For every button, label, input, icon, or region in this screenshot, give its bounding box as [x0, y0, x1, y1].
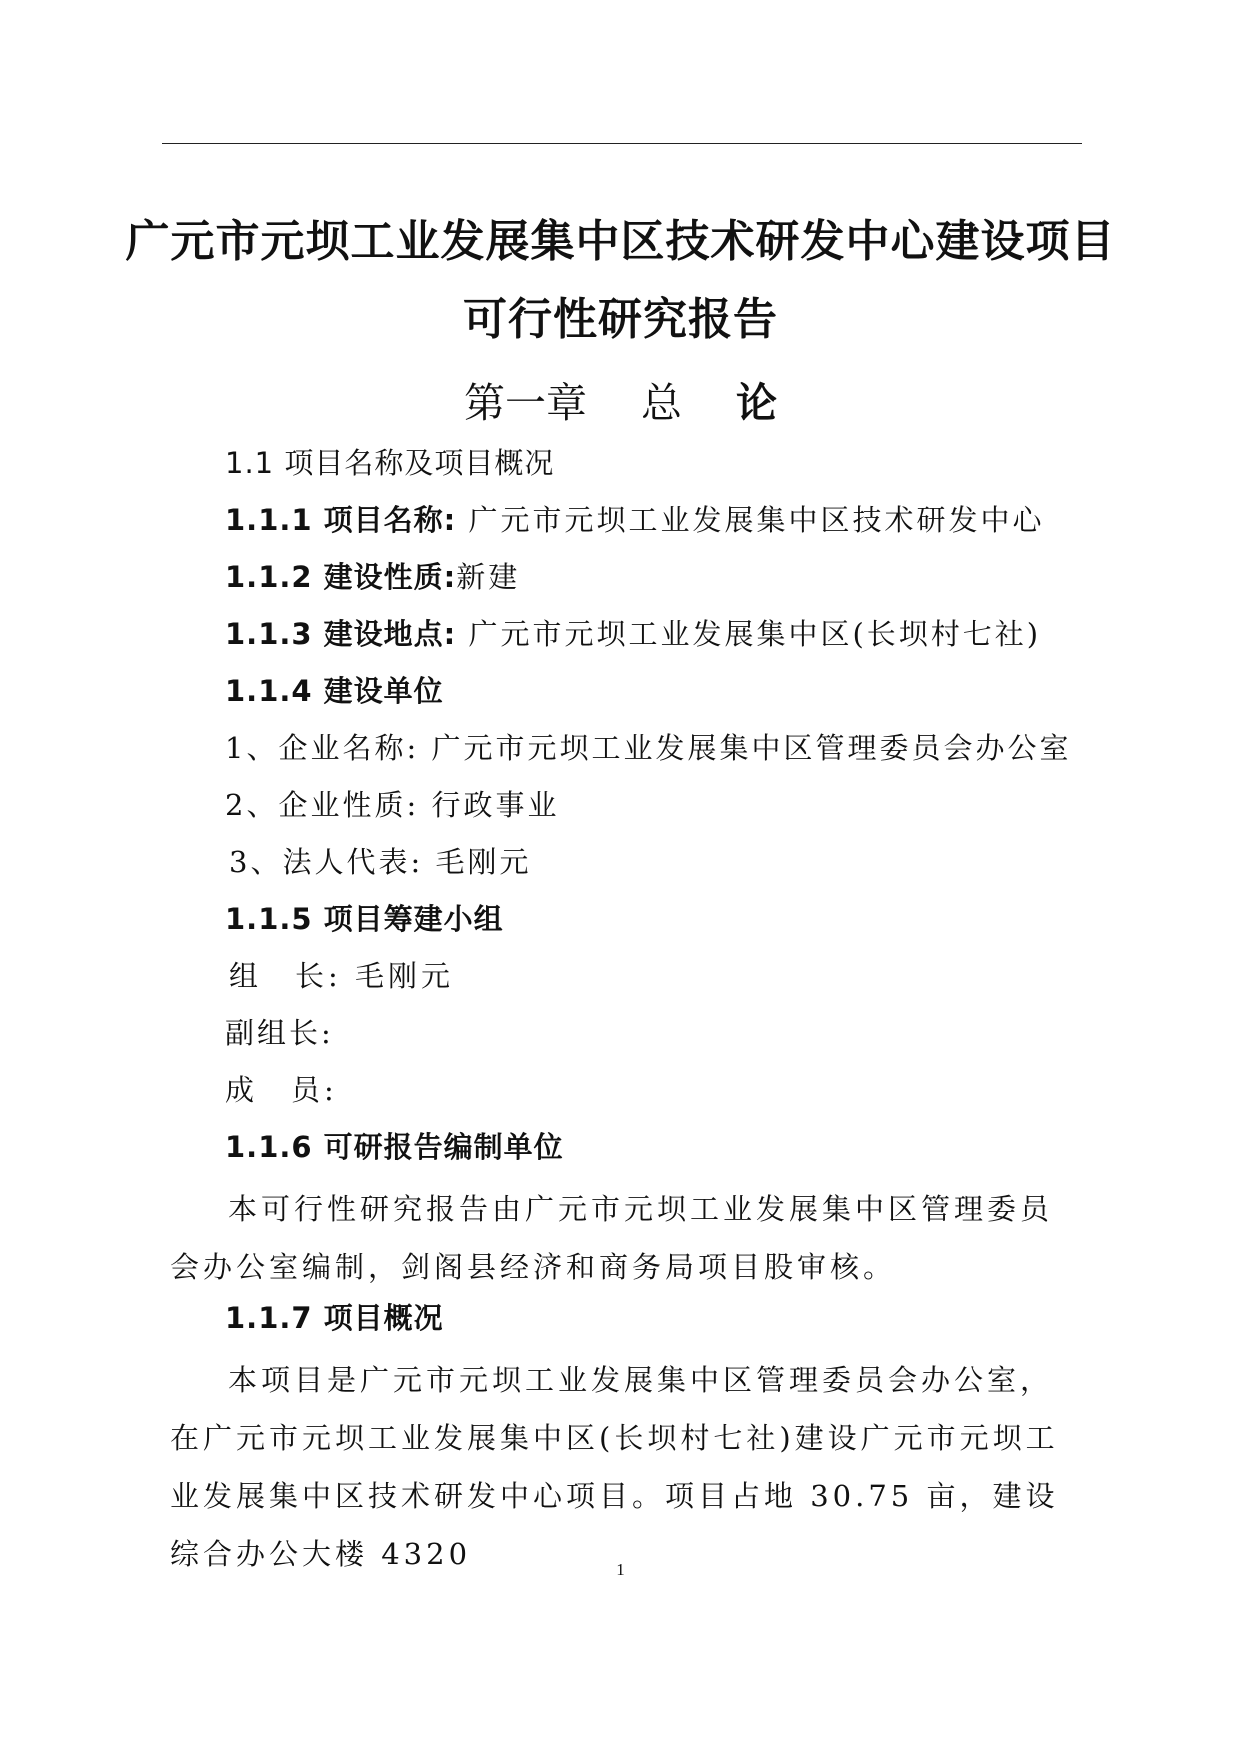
- section-1-1-1: [225, 500, 1045, 540]
- group-leader: 组 长: 毛刚元: [229, 959, 454, 993]
- section-1-1-5-heading: 1.1.5 项目筹建小组: [225, 902, 504, 936]
- document-title-line2: 可行性研究报告: [463, 294, 778, 345]
- header-rule: [162, 143, 1082, 144]
- section-1-1-2: [225, 557, 520, 597]
- chapter-heading-suffix: 论: [736, 379, 778, 427]
- page-number: 1: [616, 1560, 625, 1579]
- section-1-1-7-paragraph: 本项目是广元市元坝工业发展集中区管理委员会办公室，在广元市元坝工业发展集中区(长坝村七社)建设广元市元坝工业发展集中区技术研发中心项目。项目占地 30.75 亩，建设综合办公大楼 4320: [170, 1363, 1059, 1571]
- chapter-heading: [0, 370, 1241, 429]
- section-1-1-3-label: 1.1.3 建设地点:: [225, 617, 457, 651]
- project-name-value: 广元市元坝工业发展集中区技术研发中心: [456, 503, 1045, 537]
- section-1-1-7-heading: 1.1.7 项目概况: [225, 1301, 444, 1335]
- construction-nature-value: 新建: [456, 560, 521, 594]
- section-1-1-4-heading: 1.1.4 建设单位: [225, 674, 444, 708]
- document-title-line1: 广元市元坝工业发展集中区技术研发中心建设项目: [125, 216, 1116, 267]
- group-deputy: 副组长:: [225, 1016, 334, 1050]
- section-1-1-2-label: 1.1.2 建设性质:: [225, 560, 457, 594]
- unit-item-company-nature: 2、企业性质: 行政事业: [225, 788, 560, 822]
- group-members: 成 员:: [225, 1073, 338, 1107]
- unit-item-legal-representative: 3、法人代表: 毛刚元: [229, 845, 532, 879]
- construction-location-value: 广元市元坝工业发展集中区(长坝村七社): [456, 617, 1042, 651]
- chapter-heading-prefix: 第一章 总: [463, 379, 737, 427]
- section-1-1-6-paragraph: 本可行性研究报告由广元市元坝工业发展集中区管理委员会办公室编制，剑阁县经济和商务局项目股审核。: [170, 1192, 1054, 1284]
- unit-item-company-name: 1、企业名称: 广元市元坝工业发展集中区管理委员会办公室: [225, 731, 1072, 765]
- section-1-1-3: [225, 614, 1041, 654]
- section-1-1-6-heading: 1.1.6 可研报告编制单位: [225, 1130, 564, 1164]
- section-1-1-1-label: 1.1.1 项目名称:: [225, 503, 457, 537]
- section-1-1-heading: 1.1 项目名称及项目概况: [225, 446, 555, 480]
